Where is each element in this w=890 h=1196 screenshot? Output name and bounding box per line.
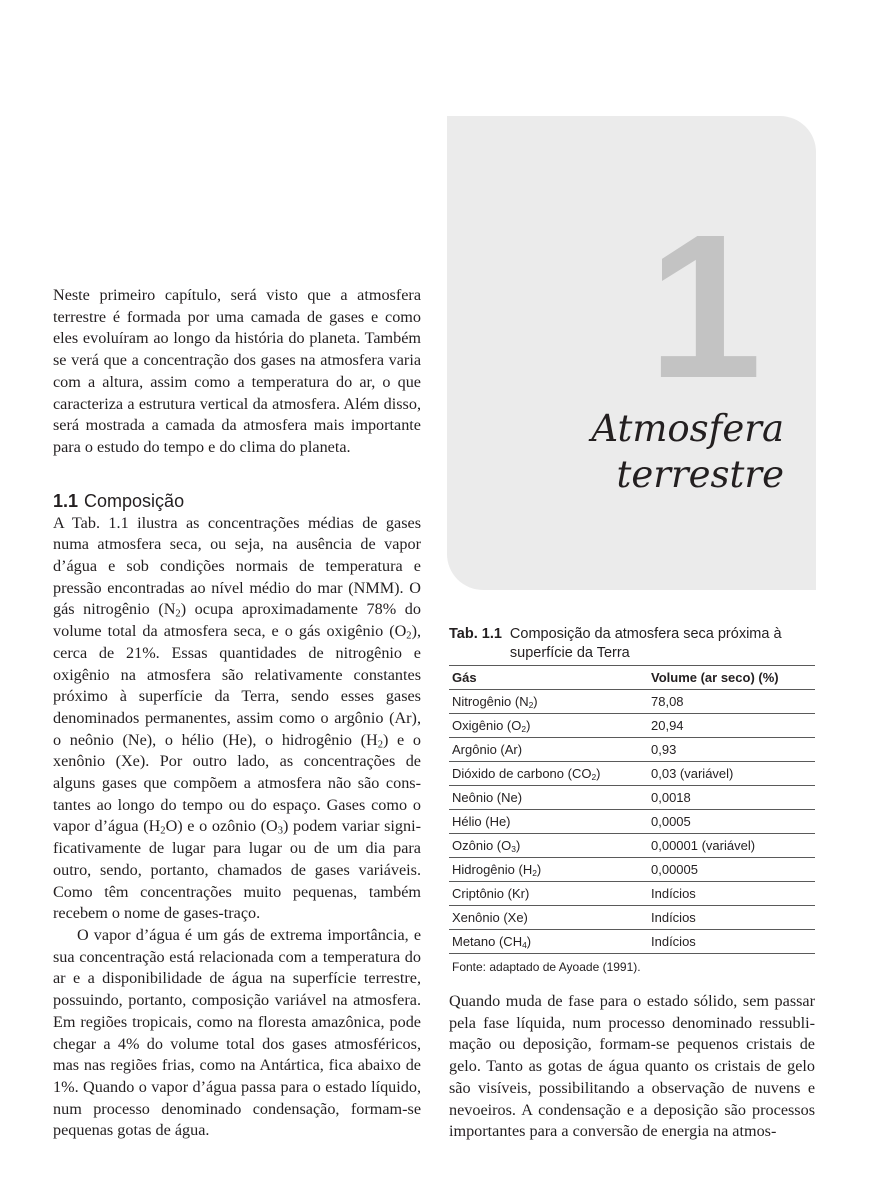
volume-cell: 78,08 bbox=[651, 690, 815, 714]
section-paragraph-2: O vapor d’água é um gás de extrema importância, e sua concentração está relacionada com a temperatura do ar e a disponibilidade de água na superfície terrestre, possuindo, portanto, composição variável na atmosfera. Em regiões tropicais, como na floresta amazônica, pode chegar a 4% do volume total dos gases atmosféricos, mas nas regiões frias, como na Antártica, fica abaixo de 1%. Quando o vapor d’água passa para o estado líquido, num processo denominado condensação, formam-se pequenas gotas de água. bbox=[53, 925, 421, 1140]
composition-table-block bbox=[449, 625, 815, 975]
intro-paragraph: Neste primeiro capítulo, será visto que a atmosfera terrestre é formada por uma camada de gases e como eles evoluíram ao longo da história do planeta. Também se verá que a concentração dos gases na atmosfera varia com a altura, assim como a temperatura do ar, o que caracteriza a estrutura vertical da atmosfera. Além disso, será mostrada a camada da atmosfera mais importante para o estudo do tempo e do clima do planeta. bbox=[53, 286, 421, 456]
continued-paragraph: Quando muda de fase para o estado sólido, sem passar pela fase líquida, num processo denominado ressublimação ou deposição, formam-se pequenos cristais de gelo. Tanto as gotas de água quanto os cristais de gelo são visíveis, possibilitando a observação de nuvens e nevoeiros. A condensação e a deposição são processos importantes para a conversão de energia na atmos- bbox=[449, 992, 815, 1141]
gas-name-cell: Metano $(CH_4)$ bbox=[449, 930, 651, 954]
table-row bbox=[449, 762, 815, 786]
gas-name-cell: Criptônio (Kr) bbox=[449, 882, 651, 906]
volume-cell: Indícios bbox=[651, 930, 815, 954]
continued-text bbox=[449, 991, 815, 1143]
gas-name-cell: Argônio (Ar) bbox=[449, 738, 651, 762]
table-label: Tab. 1.1 bbox=[449, 626, 502, 642]
chapter-title-line-2: terrestre bbox=[616, 453, 784, 496]
table-caption bbox=[449, 625, 815, 663]
table-header-row bbox=[449, 666, 815, 690]
gas-name-cell: Oxigênio $(O_2)$ bbox=[449, 714, 651, 738]
intro-section bbox=[53, 285, 421, 459]
table-row bbox=[449, 882, 815, 906]
table-row bbox=[449, 834, 815, 858]
chapter-title bbox=[591, 406, 784, 498]
chapter-title-line-1: Atmosfera bbox=[591, 407, 784, 450]
volume-cell: Indícios bbox=[651, 906, 815, 930]
right-column bbox=[449, 625, 815, 1143]
table-row bbox=[449, 714, 815, 738]
table-row bbox=[449, 690, 815, 714]
header-volume: Volume (ar seco) (%) bbox=[651, 666, 815, 690]
volume-cell: 0,0005 bbox=[651, 810, 815, 834]
volume-cell: 0,03 (variável) bbox=[651, 762, 815, 786]
header-gas: Gás bbox=[449, 666, 651, 690]
volume-cell: 0,00001 (variável) bbox=[651, 834, 815, 858]
section-number: 1.1 bbox=[53, 490, 79, 511]
table-row bbox=[449, 810, 815, 834]
volume-cell: 20,94 bbox=[651, 714, 815, 738]
table-source: Fonte: adaptado de Ayoade (1991). bbox=[452, 960, 641, 974]
gas-name-cell: Neônio (Ne) bbox=[449, 786, 651, 810]
volume-cell: 0,0018 bbox=[651, 786, 815, 810]
volume-cell: Indícios bbox=[651, 882, 815, 906]
section-body bbox=[53, 513, 421, 1142]
gas-name-cell: Xenônio (Xe) bbox=[449, 906, 651, 930]
gas-composition-table bbox=[449, 665, 815, 954]
section-title: Composição bbox=[84, 490, 185, 511]
gas-name-cell: Nitrogênio $(N_2)$ bbox=[449, 690, 651, 714]
gas-name-cell: Ozônio $(O_3)$ bbox=[449, 834, 651, 858]
table-row bbox=[449, 930, 815, 954]
volume-cell: 0,00005 bbox=[651, 858, 815, 882]
table-row bbox=[449, 906, 815, 930]
gas-name-cell: Hélio (He) bbox=[449, 810, 651, 834]
left-column bbox=[53, 285, 421, 1142]
gas-name-cell: Dióxido de carbono $(CO_2)$ bbox=[449, 762, 651, 786]
table-row bbox=[449, 786, 815, 810]
chapter-number: 1 bbox=[647, 192, 758, 421]
table-caption-text: Composição da atmosfera seca próxima à superfície da Terra bbox=[509, 626, 782, 661]
table-row bbox=[449, 858, 815, 882]
table-row bbox=[449, 738, 815, 762]
chapter-opener-box bbox=[447, 116, 816, 590]
gas-name-cell: Hidrogênio $(H_2)$ bbox=[449, 858, 651, 882]
section-paragraph-1: A Tab. 1.1 ilustra as concentrações médias de gases numa atmosfera seca, ou seja, na ausência de vapor d’água e sob condições normais de temperatura e pressão encontradas ao nível médio do mar (NMM). O gás nitrogênio $(N_2)$ ocupa aproximadamente 78% do volume total da atmosfera seca, e o gás oxigênio $(O_2)$, cerca de 21%. Essas quantidades de nitrogênio e oxigênio na atmosfera são relativamente constantes próximo à superfície da Terra, sendo esses gases denominados permanentes, assim como o argônio (Ar), o neônio (Ne), o hélio (He), o hidrogênio $(H_2)$ e o xenônio (Xe). Por outro lado, as concentrações de alguns gases que compõem a atmosfera não são constantes ao longo do tempo ou do espaço. Gases como o vapor d’água $(H_2O)$ e o ozônio $(O_3)$ podem variar significativamente de lugar para lugar ou de um dia para outro, sendo, portanto, chamados de gases variáveis. Como têm concentrações muito pequenas, também recebem o nome de gases-traço. bbox=[53, 513, 422, 923]
section-heading bbox=[53, 489, 421, 513]
volume-cell: 0,93 bbox=[651, 738, 815, 762]
